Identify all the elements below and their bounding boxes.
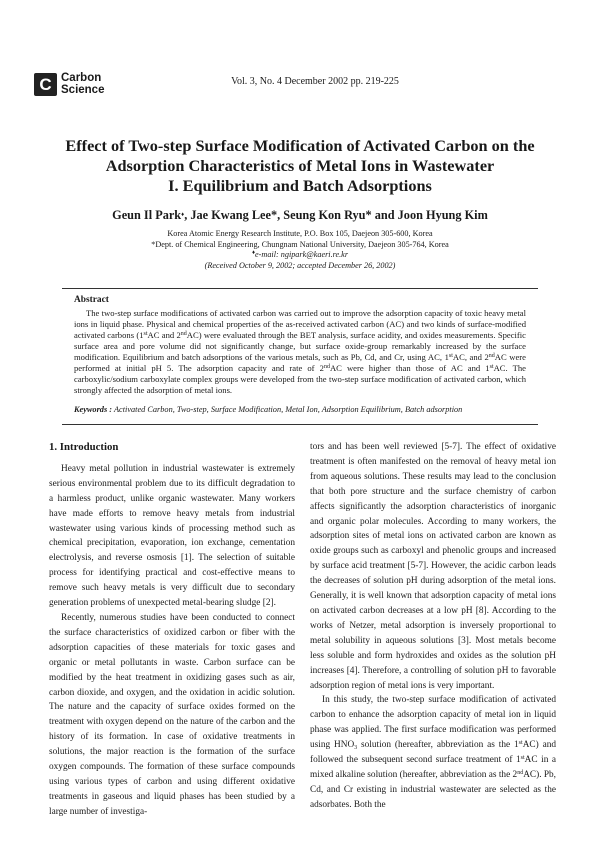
abstract-part: 1 xyxy=(139,330,144,341)
abstract-sup: st xyxy=(143,331,148,338)
corresponding-author-mark: ♦ xyxy=(181,212,185,218)
intro-paragraph-1: Heavy metal pollution in industrial wastewater is extremely serious environmental problem due to its difficult degradation to a harmless product, unlike organic wastewater. Many workers have made efforts to remove heavy metals from industrial wastewater using various kinds of processing method such as chemical precipitation, evaporation, ion exchange, cementation electrolysis, and reverse osmosis [1]. The selection of suitable process for identifying practical and cost-effective means to remove such heavy metals is very difficult due to secondary generation problems of unexpected metal-bearing sludge [2]. xyxy=(49,463,295,609)
abstract-heading: Abstract xyxy=(74,295,109,305)
title-line-2: Adsorption Characteristics of Metal Ions in Wastewater xyxy=(105,156,495,175)
journal-info: Vol. 3, No. 4 December 2002 pp. 219-225 xyxy=(231,76,399,87)
logo-line-1: Carbon xyxy=(61,72,102,84)
intro-paragraph-2: Recently, numerous studies have been conducted to connect the surface characteristics of oxidized carbon or fiber with the adsorption capacities of these materials for toxic gases and organic or metal pollutants in waste. Carbon surface can be modified by the heat treatment in oxidizing gases such as air, carbon dioxide, and oxygen, and the oxidation in acidic solution. The nature and the capacity of surface oxides formed on the treatment with oxygen depend on the nature of the carbon and the history of its formation. In case of oxidative treatments in solutions, the major reaction is the formation of the surface oxygen compounds. The formation of these surface compounds using various types of carbon and using different oxidative treatments in gaseous and liquid phases has been studied by a large number of investiga- xyxy=(49,612,295,817)
abstract-sup: nd xyxy=(488,353,495,360)
affiliation-1: Korea Atomic Energy Research Institute, P.O. Box 105, Daejeon 305-600, Korea xyxy=(167,229,433,238)
email-line xyxy=(0,250,600,261)
para-sup: nd xyxy=(517,769,524,776)
received-dates: (Received October 9, 2002; accepted December 26, 2002) xyxy=(204,260,396,270)
intro-paragraph-4 xyxy=(310,693,556,812)
keywords-label: Keywords : xyxy=(74,405,113,414)
para-part: AC in a mixed alkaline solution (hereafter, abbreviation as the xyxy=(310,755,557,780)
para-part: AC) and followed the subsequent second surface treatment of xyxy=(310,740,556,766)
abstract-part: AC, and xyxy=(452,352,485,363)
logo-line-2: Science xyxy=(61,84,105,96)
para-sup: st xyxy=(518,740,523,747)
section-heading-introduction: 1. Introduction xyxy=(49,441,119,453)
abstract-part: AC. The carboxylic/sodium carboxylate complex groups were developed from the two-step surface modification of activated carbon, which strongly affected the adsorption of metal ions. xyxy=(74,363,526,396)
para-part: AC). Pb, Cd, and Cr existing in industrial wastewater are selected as the adsorbates. Both the xyxy=(310,769,557,810)
keywords-text: Activated Carbon, Two-step, Surface Modification, Metal Ion, Adsorption Equilibrium, Batch adsorption xyxy=(112,405,463,414)
abstract-part: 1 xyxy=(485,363,490,374)
title-line-1: Effect of Two-step Surface Modification of Activated Carbon on the xyxy=(65,136,535,155)
abstract-sup: st xyxy=(448,353,453,360)
intro-paragraph-3: tors and has been well reviewed [5-7]. The effect of oxidative treatment is often manifested on the removal of heavy metal ion from aqueous solutions. These results may lead to the conclusion that both pore structure and the surface chemistry of carbon affects significantly the adsorption characteristics of inorganic and organic polar molecules. According to many workers, the adsorption sites of metal ions on activated carbon are known as oxide groups such as carboxyl and phenolic groups and increased by surface acid treatment [5-7]. However, the acidic carbon leads the decreases of solution pH during adsorption of the metal ions. Generally, it is well known that adsorption capacity of metal ions on activated carbon decreases at a low pH [8]. According to the works of Netzer, metal adsorption is inversely proportional to metal solubility in aqueous solutions [3]. Most metals become less soluble and form hydroxides and oxides as the solution pH increases [4]. Therefore, a controlling of solution pH to favorable adsorption region of metal ions is very important. xyxy=(310,442,556,691)
para-sub: 3 xyxy=(354,745,358,752)
abstract-part: 2 xyxy=(176,330,181,341)
email-label: e-mail: xyxy=(255,250,281,259)
abstract-part: The two-step surface modifications of activated carbon was carried out to improve the adsorption capacity of toxic heavy metal ions in liquid phase. Physical and chemical properties of the as-received activated carbon (AC) and two kinds of surface-modified activated carbons ( xyxy=(74,308,526,341)
abstract-part: AC and xyxy=(147,330,177,341)
affiliations xyxy=(0,229,600,271)
para-part: In this study, the two-step surface modification of activated carbon to enhance the adsorption capacity of metal ion in liquid phase was applied. The first surface modification was performed using HNO xyxy=(310,695,556,751)
para-part: 1 xyxy=(515,755,521,766)
para-part: solution (hereafter, abbreviation as the xyxy=(357,740,515,751)
abstract-bottom-rule xyxy=(62,424,538,425)
para-sup: st xyxy=(520,755,525,762)
paper-title xyxy=(30,136,570,196)
affiliation-2: *Dept. of Chemical Engineering, Chungnam National University, Daejeon 305-764, Korea xyxy=(151,239,449,249)
abstract-part: AC were performed at initial pH 5. The adsorption capacity and rate of xyxy=(74,352,526,374)
carbon-logo-icon: C xyxy=(34,73,57,96)
abstract-sup: nd xyxy=(323,364,330,371)
title-line-3: I. Equilibrium and Batch Adsorptions xyxy=(168,176,432,195)
abstract-part: AC were higher than those of AC and xyxy=(329,363,486,374)
abstract-sup: st xyxy=(489,364,494,371)
abstract-top-rule xyxy=(62,288,538,289)
keywords xyxy=(74,405,526,414)
abstract-sup: nd xyxy=(180,331,187,338)
abstract-part: 1 xyxy=(444,352,449,363)
email-address: ngipark@kaeri.re.kr xyxy=(280,250,349,259)
right-column xyxy=(310,440,556,813)
email-mark: ♦ xyxy=(251,250,256,256)
abstract-part: 2 xyxy=(319,363,324,374)
abstract-text xyxy=(74,308,526,396)
author-1: Geun Il Park xyxy=(112,208,182,222)
left-column xyxy=(49,440,295,820)
abstract-part: 2 xyxy=(484,352,489,363)
abstract-part: AC) were evaluated through the BET analysis, surface acidity, and oxides measurements. Specific surface area and pore volume did not significantly change, but surface oxide-group remarkably increased by the surface modification. Equilibrium and batch adsorptions of the various metals, such as Pb, Cd, and Cr, using AC, xyxy=(74,330,526,363)
para-part: 1 xyxy=(514,740,519,751)
para-part: 2 xyxy=(512,769,518,780)
other-authors: , Jae Kwang Lee*, Seung Kon Ryu* and Joon Hyung Kim xyxy=(184,208,488,222)
author-list xyxy=(0,208,600,223)
